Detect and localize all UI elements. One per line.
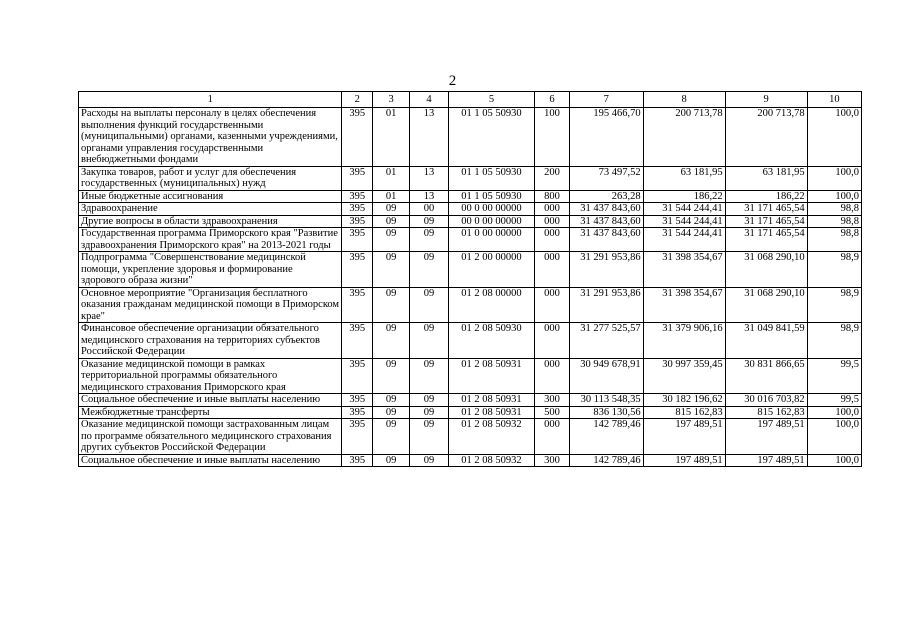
table-row (79, 323, 862, 359)
amount-col8: 200 713,78 (643, 108, 725, 167)
code-expense-type: 000 (535, 228, 570, 252)
code-expense-type: 000 (535, 419, 570, 455)
code-section: 01 (373, 166, 410, 190)
header-row (79, 92, 862, 108)
row-name: Основное мероприятие "Организация бесплатного оказания гражданам медицинской помощи в Приморском крае" (79, 287, 342, 323)
code-subsection: 09 (410, 215, 449, 228)
code-expense-type: 300 (535, 394, 570, 407)
code-section: 09 (373, 406, 410, 419)
code-expense-type: 000 (535, 358, 570, 394)
table-row (79, 203, 862, 216)
percent-col10: 100,0 (807, 419, 861, 455)
amount-col9: 31 049 841,59 (725, 323, 807, 359)
code-target: 01 2 08 50932 (448, 454, 534, 467)
code-section: 09 (373, 323, 410, 359)
code-admin: 395 (342, 252, 373, 288)
code-admin: 395 (342, 166, 373, 190)
amount-col8: 197 489,51 (643, 419, 725, 455)
code-section: 09 (373, 252, 410, 288)
code-expense-type: 300 (535, 454, 570, 467)
amount-col7: 31 437 843,60 (569, 228, 643, 252)
amount-col7: 836 130,56 (569, 406, 643, 419)
code-section: 09 (373, 287, 410, 323)
header-cell: 6 (535, 92, 570, 108)
code-target: 01 2 00 00000 (448, 252, 534, 288)
amount-col9: 31 171 465,54 (725, 203, 807, 216)
header-cell: 9 (725, 92, 807, 108)
amount-col7: 30 113 548,35 (569, 394, 643, 407)
table-body (79, 108, 862, 467)
code-expense-type: 800 (535, 190, 570, 203)
code-subsection: 09 (410, 419, 449, 455)
header-cell: 1 (79, 92, 342, 108)
amount-col9: 63 181,95 (725, 166, 807, 190)
code-target: 01 2 08 50931 (448, 406, 534, 419)
amount-col9: 197 489,51 (725, 419, 807, 455)
amount-col9: 31 068 290,10 (725, 287, 807, 323)
row-name: Межбюджетные трансферты (79, 406, 342, 419)
row-name: Социальное обеспечение и иные выплаты населению (79, 394, 342, 407)
row-name: Государственная программа Приморского края "Развитие здравоохранения Приморского края" на 2013-2021 годы (79, 228, 342, 252)
code-admin: 395 (342, 394, 373, 407)
code-admin: 395 (342, 228, 373, 252)
code-subsection: 09 (410, 287, 449, 323)
code-subsection: 13 (410, 108, 449, 167)
code-subsection: 13 (410, 190, 449, 203)
row-name: Социальное обеспечение и иные выплаты населению (79, 454, 342, 467)
code-section: 09 (373, 419, 410, 455)
amount-col8: 31 379 906,16 (643, 323, 725, 359)
code-target: 01 0 00 00000 (448, 228, 534, 252)
amount-col7: 195 466,70 (569, 108, 643, 167)
amount-col9: 200 713,78 (725, 108, 807, 167)
row-name: Здравоохранение (79, 203, 342, 216)
percent-col10: 99,5 (807, 358, 861, 394)
header-cell: 10 (807, 92, 861, 108)
code-section: 09 (373, 228, 410, 252)
code-target: 01 2 08 50930 (448, 323, 534, 359)
table-row (79, 215, 862, 228)
amount-col7: 73 497,52 (569, 166, 643, 190)
table-row (79, 394, 862, 407)
percent-col10: 98,8 (807, 228, 861, 252)
code-expense-type: 100 (535, 108, 570, 167)
code-subsection: 13 (410, 166, 449, 190)
code-target: 01 1 05 50930 (448, 166, 534, 190)
amount-col9: 186,22 (725, 190, 807, 203)
code-target: 00 0 00 00000 (448, 215, 534, 228)
amount-col8: 186,22 (643, 190, 725, 203)
percent-col10: 100,0 (807, 454, 861, 467)
header-cell: 8 (643, 92, 725, 108)
row-name: Финансовое обеспечение организации обязательного медицинского страхования на территориях субъектов Российской Федерации (79, 323, 342, 359)
table-row (79, 287, 862, 323)
code-subsection: 09 (410, 406, 449, 419)
code-target: 01 2 08 50932 (448, 419, 534, 455)
code-admin: 395 (342, 190, 373, 203)
code-expense-type: 000 (535, 323, 570, 359)
code-admin: 395 (342, 454, 373, 467)
code-subsection: 00 (410, 203, 449, 216)
code-target: 00 0 00 00000 (448, 203, 534, 216)
amount-col7: 31 437 843,60 (569, 215, 643, 228)
amount-col8: 63 181,95 (643, 166, 725, 190)
table-row (79, 419, 862, 455)
code-subsection: 09 (410, 228, 449, 252)
code-expense-type: 000 (535, 203, 570, 216)
code-subsection: 09 (410, 454, 449, 467)
percent-col10: 98,9 (807, 252, 861, 288)
table-row (79, 166, 862, 190)
percent-col10: 99,5 (807, 394, 861, 407)
code-admin: 395 (342, 215, 373, 228)
code-admin: 395 (342, 358, 373, 394)
percent-col10: 98,8 (807, 215, 861, 228)
header-cell: 7 (569, 92, 643, 108)
amount-col7: 263,28 (569, 190, 643, 203)
code-subsection: 09 (410, 323, 449, 359)
amount-col8: 30 182 196,62 (643, 394, 725, 407)
code-admin: 395 (342, 287, 373, 323)
amount-col7: 31 437 843,60 (569, 203, 643, 216)
table-row (79, 228, 862, 252)
amount-col8: 31 544 244,41 (643, 228, 725, 252)
row-name: Подпрограмма "Совершенствование медицинской помощи, укрепление здоровья и формирование здорового образа жизни" (79, 252, 342, 288)
table-row (79, 358, 862, 394)
row-name: Закупка товаров, работ и услуг для обеспечения государственных (муниципальных) нужд (79, 166, 342, 190)
table-row (79, 190, 862, 203)
percent-col10: 98,9 (807, 323, 861, 359)
code-target: 01 2 08 50931 (448, 358, 534, 394)
amount-col9: 197 489,51 (725, 454, 807, 467)
code-section: 09 (373, 454, 410, 467)
header-cell: 5 (448, 92, 534, 108)
code-admin: 395 (342, 108, 373, 167)
table-row (79, 454, 862, 467)
code-target: 01 2 08 00000 (448, 287, 534, 323)
table-row (79, 108, 862, 167)
amount-col7: 31 291 953,86 (569, 252, 643, 288)
amount-col9: 30 016 703,82 (725, 394, 807, 407)
amount-col7: 31 291 953,86 (569, 287, 643, 323)
amount-col8: 31 398 354,67 (643, 287, 725, 323)
code-expense-type: 000 (535, 287, 570, 323)
code-expense-type: 000 (535, 215, 570, 228)
code-expense-type: 200 (535, 166, 570, 190)
amount-col9: 31 068 290,10 (725, 252, 807, 288)
amount-col8: 31 544 244,41 (643, 203, 725, 216)
table-row (79, 406, 862, 419)
budget-table (78, 91, 862, 467)
amount-col9: 30 831 866,65 (725, 358, 807, 394)
code-section: 01 (373, 108, 410, 167)
amount-col8: 31 544 244,41 (643, 215, 725, 228)
code-admin: 395 (342, 406, 373, 419)
amount-col8: 31 398 354,67 (643, 252, 725, 288)
header-cell: 2 (342, 92, 373, 108)
code-subsection: 09 (410, 358, 449, 394)
code-section: 09 (373, 215, 410, 228)
amount-col8: 30 997 359,45 (643, 358, 725, 394)
code-section: 09 (373, 358, 410, 394)
amount-col8: 197 489,51 (643, 454, 725, 467)
percent-col10: 100,0 (807, 166, 861, 190)
header-cell: 3 (373, 92, 410, 108)
amount-col8: 815 162,83 (643, 406, 725, 419)
table-row (79, 252, 862, 288)
code-subsection: 09 (410, 394, 449, 407)
code-section: 09 (373, 394, 410, 407)
row-name: Оказание медицинской помощи в рамках территориальной программы обязательного медицинского страхования Приморского края (79, 358, 342, 394)
percent-col10: 98,9 (807, 287, 861, 323)
amount-col9: 31 171 465,54 (725, 215, 807, 228)
amount-col9: 31 171 465,54 (725, 228, 807, 252)
percent-col10: 100,0 (807, 190, 861, 203)
amount-col7: 30 949 678,91 (569, 358, 643, 394)
page-number: 2 (448, 73, 457, 89)
code-expense-type: 500 (535, 406, 570, 419)
code-admin: 395 (342, 419, 373, 455)
row-name: Другие вопросы в области здравоохранения (79, 215, 342, 228)
amount-col7: 142 789,46 (569, 454, 643, 467)
code-section: 01 (373, 190, 410, 203)
code-target: 01 1 05 50930 (448, 108, 534, 167)
code-admin: 395 (342, 323, 373, 359)
code-subsection: 09 (410, 252, 449, 288)
row-name: Расходы на выплаты персоналу в целях обеспечения выполнения функций государственными (муниципальными) органами, казенными учреждениями, органами управления государственными внебюджетными фондами (79, 108, 342, 167)
amount-col9: 815 162,83 (725, 406, 807, 419)
code-section: 09 (373, 203, 410, 216)
percent-col10: 100,0 (807, 406, 861, 419)
row-name: Иные бюджетные ассигнования (79, 190, 342, 203)
percent-col10: 100,0 (807, 108, 861, 167)
code-target: 01 2 08 50931 (448, 394, 534, 407)
code-target: 01 1 05 50930 (448, 190, 534, 203)
header-cell: 4 (410, 92, 449, 108)
amount-col7: 31 277 525,57 (569, 323, 643, 359)
code-admin: 395 (342, 203, 373, 216)
code-expense-type: 000 (535, 252, 570, 288)
row-name: Оказание медицинской помощи застрахованным лицам по программе обязательного медицинского страхования других субъектов Российской Федерации (79, 419, 342, 455)
amount-col7: 142 789,46 (569, 419, 643, 455)
percent-col10: 98,8 (807, 203, 861, 216)
